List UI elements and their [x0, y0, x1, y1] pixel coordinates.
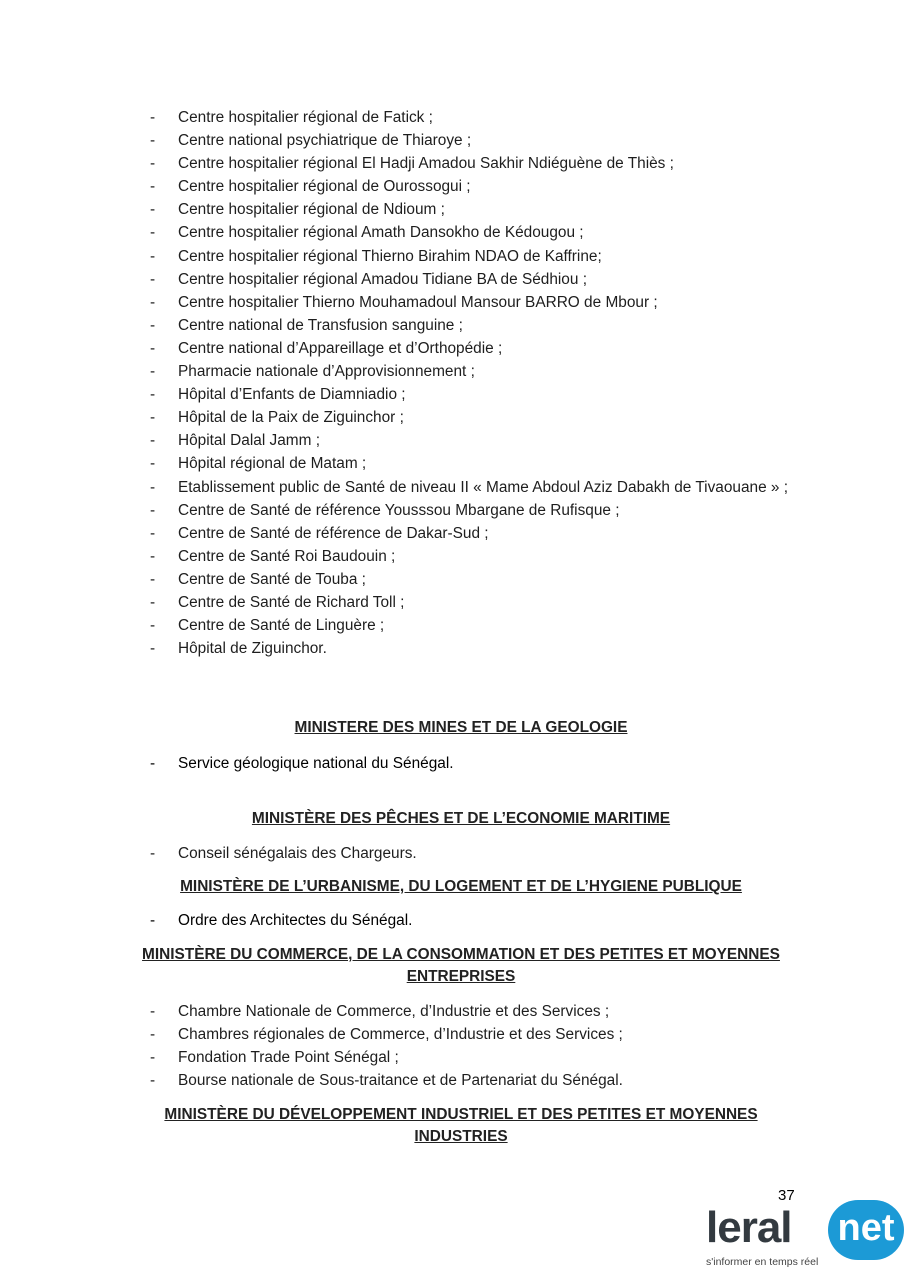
peches-list	[150, 842, 815, 865]
list-item	[150, 429, 815, 452]
page-number: 37	[778, 1187, 795, 1204]
list-item	[150, 1023, 815, 1046]
list-item	[150, 106, 815, 129]
list-item-text: Chambre Nationale de Commerce, d’Industrie et des Services ;	[178, 1003, 610, 1020]
list-item-text: Centre hospitalier régional El Hadji Amadou Sakhir Ndiéguène de Thiès ;	[178, 155, 674, 173]
list-item	[150, 452, 815, 475]
list-item	[150, 152, 815, 175]
bullet-dash: -	[150, 155, 156, 173]
bullet-dash: -	[150, 409, 156, 427]
list-item	[150, 476, 815, 499]
bullet-dash: -	[150, 455, 156, 473]
bullet-dash: -	[150, 1049, 156, 1067]
bullet-dash: -	[150, 912, 156, 929]
list-item-text: Centre hospitalier Thierno Mouhamadoul Mansour BARRO de Mbour ;	[178, 293, 658, 311]
list-item-text: Fondation Trade Point Sénégal ;	[178, 1049, 399, 1067]
section-heading-peches	[90, 808, 832, 830]
bullet-dash: -	[150, 617, 156, 635]
bullet-dash: -	[150, 524, 156, 542]
bullet-dash: -	[150, 593, 156, 611]
list-item-text: Centre de Santé Roi Baudouin ;	[178, 547, 396, 565]
list-item-text: Hôpital Dalal Jamm ;	[178, 432, 320, 450]
urbanisme-list	[150, 909, 815, 932]
list-item	[150, 614, 815, 637]
mines-list	[150, 752, 815, 775]
bullet-dash: -	[150, 845, 156, 862]
leralnet-logo	[706, 1200, 905, 1274]
bullet-dash: -	[150, 339, 156, 357]
heading-line-2: ENTREPRISES	[406, 968, 516, 985]
list-item	[150, 221, 815, 244]
list-item	[150, 129, 815, 152]
list-item-text: Service géologique national du Sénégal.	[178, 755, 454, 772]
list-item	[150, 591, 815, 614]
logo-word: leral	[706, 1203, 792, 1252]
list-item	[150, 175, 815, 198]
list-item-text: Conseil sénégalais des Chargeurs.	[178, 845, 417, 862]
list-item-text: Pharmacie nationale d’Approvisionnement ;	[178, 363, 475, 381]
list-item-text: Centre hospitalier régional Thierno Birahim NDAO de Kaffrine;	[178, 247, 602, 265]
list-item-text: Bourse nationale de Sous-traitance et de Partenariat du Sénégal.	[178, 1072, 623, 1090]
bullet-dash: -	[150, 270, 156, 288]
bullet-dash: -	[150, 547, 156, 565]
list-item-text: Hôpital d’Enfants de Diamniadio ;	[178, 386, 406, 404]
heading-text: MINISTÈRE DES PÊCHES ET DE L’ECONOMIE MARITIME	[251, 810, 671, 827]
bullet-dash: -	[150, 501, 156, 519]
bullet-dash: -	[150, 1003, 156, 1020]
bullet-dash: -	[150, 570, 156, 588]
list-item-text: Centre de Santé de référence Yousssou Mbargane de Rufisque ;	[178, 501, 620, 519]
bullet-dash: -	[150, 363, 156, 381]
list-item	[150, 909, 815, 932]
bullet-dash: -	[150, 1072, 156, 1090]
list-item	[150, 522, 815, 545]
bullet-dash: -	[150, 1026, 156, 1044]
bullet-dash: -	[150, 224, 156, 242]
list-item-text: Centre hospitalier régional de Ourossogui ;	[178, 178, 471, 196]
bullet-dash: -	[150, 432, 156, 450]
logo-tagline: s'informer en temps réel	[706, 1256, 819, 1268]
list-item-text: Chambres régionales de Commerce, d’Industrie et des Services ;	[178, 1026, 623, 1044]
list-item	[150, 1046, 815, 1069]
list-item	[150, 545, 815, 568]
list-item-text: Etablissement public de Santé de niveau II « Mame Abdoul Aziz Dabakh de Tivaouane » ;	[178, 478, 789, 496]
section-heading-industrie	[90, 1104, 832, 1148]
list-item	[150, 198, 815, 221]
list-item	[150, 337, 815, 360]
list-item-text: Hôpital régional de Matam ;	[178, 455, 367, 473]
list-item	[150, 637, 815, 660]
list-item-text: Centre national de Transfusion sanguine ;	[178, 316, 463, 334]
list-item-text: Centre de Santé de Touba ;	[178, 570, 366, 588]
bullet-dash: -	[150, 640, 156, 658]
list-item-text: Centre de Santé de Richard Toll ;	[178, 593, 405, 611]
heading-line-2: INDUSTRIES	[414, 1128, 508, 1145]
bullet-dash: -	[150, 386, 156, 404]
bullet-dash: -	[150, 109, 156, 126]
list-item-text: Hôpital de Ziguinchor.	[178, 640, 327, 658]
section-heading-mines	[90, 717, 832, 739]
list-item-text: Centre national d’Appareillage et d’Orthopédie ;	[178, 339, 503, 357]
section-heading-urbanisme	[90, 876, 832, 898]
list-item	[150, 752, 815, 775]
list-item	[150, 499, 815, 522]
bullet-dash: -	[150, 316, 156, 334]
logo-badge: net	[828, 1200, 904, 1260]
list-item	[150, 314, 815, 337]
list-item-text: Centre hospitalier régional de Ndioum ;	[178, 201, 445, 219]
section-heading-commerce	[90, 944, 832, 988]
bullet-dash: -	[150, 478, 156, 496]
bullet-dash: -	[150, 132, 156, 150]
list-item-text: Centre national psychiatrique de Thiaroye ;	[178, 132, 472, 150]
list-item-text: Centre hospitalier régional Amadou Tidiane BA de Sédhiou ;	[178, 270, 587, 288]
list-item	[150, 1000, 815, 1023]
list-item	[150, 291, 815, 314]
health-establishments-list	[150, 106, 815, 660]
list-item	[150, 268, 815, 291]
list-item-text: Centre hospitalier régional Amath Dansokho de Kédougou ;	[178, 224, 584, 242]
bullet-dash: -	[150, 293, 156, 311]
list-item	[150, 1069, 815, 1092]
list-item-text: Centre de Santé de référence de Dakar-Sud ;	[178, 524, 489, 542]
list-item	[150, 360, 815, 383]
bullet-dash: -	[150, 755, 156, 772]
list-item	[150, 568, 815, 591]
list-item	[150, 383, 815, 406]
heading-text: MINISTERE DES MINES ET DE LA GEOLOGIE	[294, 719, 628, 736]
bullet-dash: -	[150, 201, 156, 219]
list-item-text: Ordre des Architectes du Sénégal.	[178, 912, 413, 929]
list-item-text: Hôpital de la Paix de Ziguinchor ;	[178, 409, 404, 427]
list-item-text: Centre hospitalier régional de Fatick ;	[178, 109, 433, 126]
commerce-list	[150, 1000, 815, 1092]
heading-line-1: MINISTÈRE DU COMMERCE, DE LA CONSOMMATION ET DES PETITES ET MOYENNES	[142, 946, 780, 963]
list-item	[150, 245, 815, 268]
list-item-text: Centre de Santé de Linguère ;	[178, 617, 385, 635]
heading-line-1: MINISTÈRE DU DÉVELOPPEMENT INDUSTRIEL ET DES PETITES ET MOYENNES	[164, 1106, 758, 1123]
heading-text: MINISTÈRE DE L’URBANISME, DU LOGEMENT ET DE L’HYGIENE PUBLIQUE	[180, 878, 742, 895]
list-item	[150, 406, 815, 429]
list-item	[150, 842, 815, 865]
bullet-dash: -	[150, 247, 156, 265]
bullet-dash: -	[150, 178, 156, 196]
